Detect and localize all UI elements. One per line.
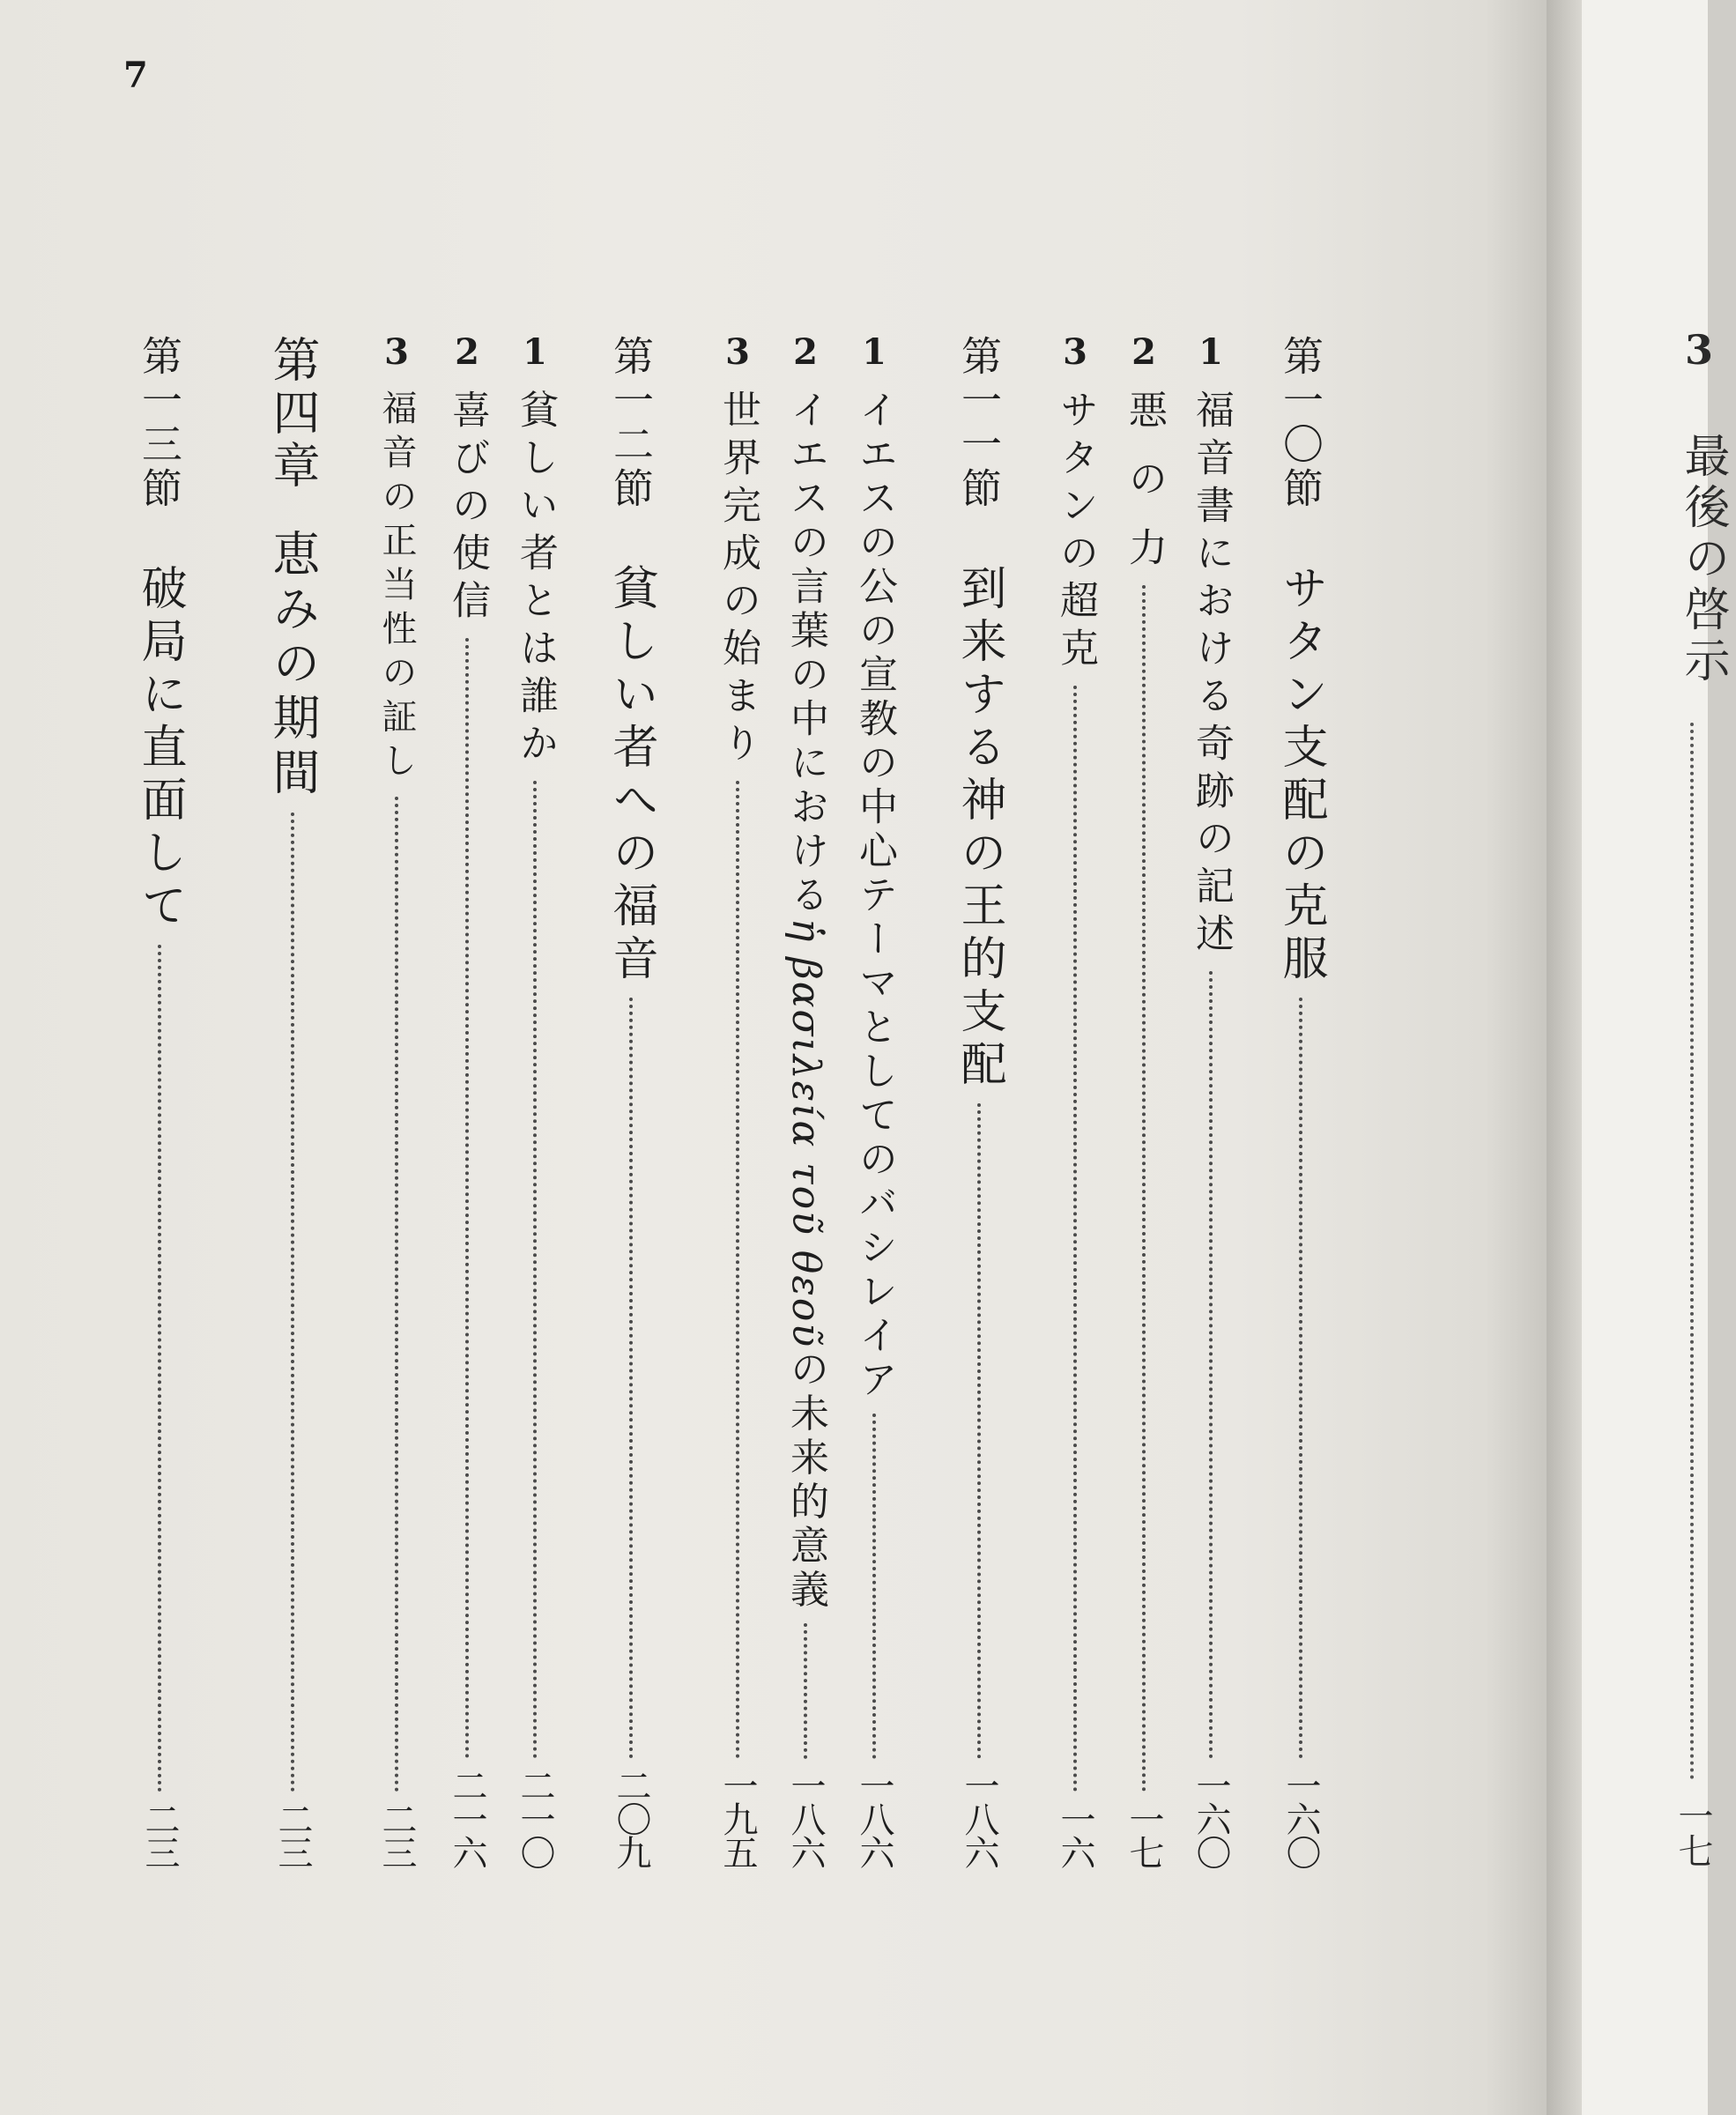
entry-page: 二三: [376, 1801, 417, 1868]
greek-phrase: ἡ βασιλεία τοῦ θεοῦ: [783, 918, 828, 1349]
entry-title: 破局に直面して: [133, 564, 186, 934]
right-entry-page: 一七: [1673, 1798, 1713, 1868]
page-number: 7: [123, 55, 148, 96]
toc-entry[interactable]: [265, 335, 321, 1868]
right-entry-title: 最後の啓示: [1676, 432, 1729, 687]
entry-number: 3: [384, 331, 409, 373]
entry-number: 1: [862, 331, 887, 373]
dot-leader: [465, 638, 469, 1759]
dot-leader: [158, 945, 161, 1792]
toc-entry[interactable]: [1274, 335, 1327, 1868]
entry-number: 2: [793, 331, 818, 373]
entry-title: 喜びの使信: [445, 390, 490, 627]
dot-leader: [1209, 971, 1213, 1759]
entry-page: 一九五: [717, 1768, 758, 1868]
entry-title: 貧しい者への福音: [605, 564, 657, 987]
entry-page: 一八六: [785, 1768, 826, 1868]
entry-number: 3: [1063, 331, 1087, 373]
entry-title: 福音の正当性の証し: [376, 390, 417, 786]
right-entry-number: 3: [1685, 326, 1714, 374]
entry-page: 一六〇: [1280, 1768, 1321, 1868]
entry-page: 二〇九: [611, 1768, 651, 1868]
dot-leader: [804, 1623, 807, 1759]
entry-title: [783, 390, 828, 1614]
section-marker: 第一一節: [955, 335, 1003, 511]
section-marker: 第一〇節: [1277, 335, 1324, 511]
dot-leader: [977, 1103, 981, 1759]
entry-page: 一八六: [854, 1768, 894, 1868]
entry-page: 二三: [272, 1801, 313, 1868]
entry-page: 二一六: [447, 1768, 487, 1868]
toc-entry[interactable]: [513, 331, 558, 1868]
toc-entry[interactable]: [1189, 331, 1234, 1868]
entry-title: イエスの公の宣教の中心テーマとしてのバシレイア: [852, 390, 897, 1403]
toc-entry[interactable]: [783, 331, 828, 1868]
section-marker: 第一三節: [136, 335, 183, 511]
chapter-marker: 第四章: [265, 335, 321, 494]
entry-page: 一六〇: [1191, 1768, 1231, 1868]
toc-entry[interactable]: [605, 335, 657, 1868]
section-marker: 第一二節: [607, 335, 655, 511]
table-of-contents: [0, 331, 1547, 1868]
entry-title-text: イエスの言葉の中における: [783, 390, 828, 918]
entry-number: 1: [523, 331, 547, 373]
entry-title: 悪 の 力: [1122, 390, 1167, 575]
entry-page: 一七: [1124, 1801, 1164, 1868]
dot-leader: [872, 1414, 876, 1759]
toc-entry[interactable]: [133, 335, 186, 1868]
entry-title-suffix: の未来的意義: [783, 1348, 828, 1614]
dot-leader: [291, 813, 294, 1792]
dot-leader: [533, 781, 537, 1759]
toc-entry[interactable]: [852, 331, 897, 1868]
dot-leader: [1690, 723, 1694, 1780]
entry-title: 貧しい者とは誰か: [513, 390, 558, 770]
entry-number: 2: [1131, 331, 1156, 373]
entry-number: 2: [455, 331, 479, 373]
entry-number: 1: [1198, 331, 1223, 373]
dot-leader: [629, 998, 633, 1759]
entry-title: 世界完成の始まり: [716, 390, 760, 770]
dot-leader: [736, 781, 739, 1759]
entry-title: 福音書における奇跡の記述: [1189, 390, 1234, 961]
toc-entry[interactable]: [716, 331, 760, 1868]
entry-title: 恵みの期間: [265, 529, 321, 802]
dot-leader: [1073, 686, 1077, 1792]
toc-entry[interactable]: [445, 331, 490, 1868]
toc-entry[interactable]: [953, 335, 1005, 1868]
entry-page: 一八六: [959, 1768, 999, 1868]
entry-page: 二一〇: [515, 1768, 555, 1868]
entry-number: 3: [725, 331, 750, 373]
entry-title: サタン支配の克服: [1274, 564, 1327, 987]
dot-leader: [1142, 585, 1146, 1792]
toc-entry[interactable]: [1053, 331, 1098, 1868]
dot-leader: [395, 797, 398, 1792]
dot-leader: [1299, 998, 1302, 1759]
toc-entry[interactable]: [1122, 331, 1167, 1868]
entry-page: 一六: [1055, 1801, 1095, 1868]
entry-page: 二三: [139, 1801, 180, 1868]
entry-title: 到来する神の王的支配: [953, 564, 1005, 1093]
toc-entry[interactable]: [376, 331, 417, 1868]
entry-title: サタンの超克: [1053, 390, 1098, 675]
book-gutter: [1547, 0, 1582, 2115]
